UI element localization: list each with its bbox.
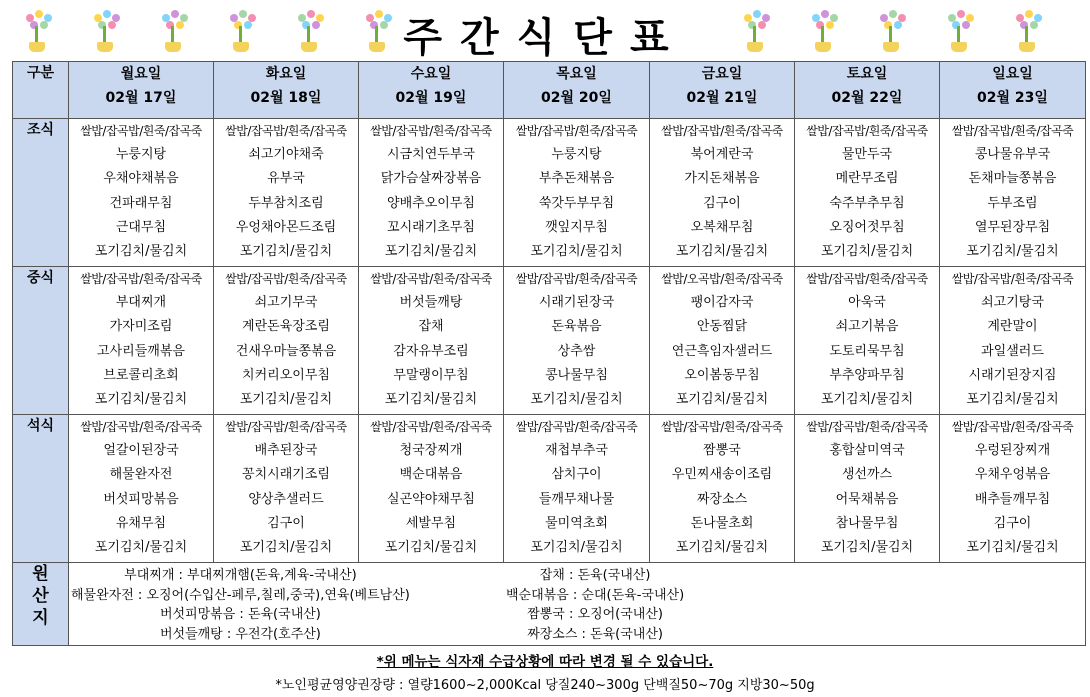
day-header [504, 62, 650, 119]
menu-item: 쌀밥/잡곡밥/흰죽/잡곡죽 [80, 124, 202, 138]
menu-item: 감자유부조림 [393, 343, 469, 359]
origin-left-list [71, 566, 410, 644]
menu-item: 아욱국 [848, 295, 886, 311]
menu-item: 북어계란국 [690, 147, 754, 163]
change-notice: *위 메뉴는 식자재 수급상황에 따라 변경 될 수 있습니다. [376, 654, 714, 670]
origin-entry: 잡채 : 돈육(국내산) [539, 568, 651, 583]
menu-item: 쌀밥/잡곡밥/흰죽/잡곡죽 [225, 124, 347, 138]
menu-item: 어묵채볶음 [835, 491, 899, 507]
menu-item: 김구이 [993, 515, 1032, 531]
menu-item: 포기김치/물김치 [94, 540, 188, 556]
day-header [650, 62, 795, 119]
meal-cell [650, 415, 795, 563]
menu-item: 재첩부추국 [545, 443, 608, 459]
menu-item: 부추양파무침 [829, 367, 905, 383]
menu-item: 김구이 [267, 515, 305, 531]
menu-item: 배추들깨무침 [974, 491, 1051, 507]
menu-item: 쌀밥/잡곡밥/흰죽/잡곡죽 [951, 124, 1074, 138]
menu-item: 홍합살미역국 [829, 443, 905, 459]
origin-right-list [506, 566, 684, 644]
menu-item: 쌀밥/잡곡밥/흰죽/잡곡죽 [370, 420, 492, 434]
menu-item: 양상추샐러드 [248, 491, 324, 507]
origin-entry: 해물완자전 : 오징어(수입산-페루,칠레,중국),연육(베트남산) [71, 587, 410, 603]
menu-item: 포기김치/물김치 [94, 392, 188, 408]
menu-item: 물만두국 [841, 147, 893, 163]
menu-item: 계란말이 [987, 319, 1038, 335]
menu-item: 쌀밥/잡곡밥/흰죽/잡곡죽 [515, 420, 638, 434]
menu-item: 포기김치/물김치 [384, 392, 478, 408]
menu-item: 두부조림 [987, 195, 1038, 211]
menu-item: 짬뽕국 [703, 443, 741, 459]
menu-item: 건파래무침 [109, 195, 173, 211]
menu-item: 참나물무침 [835, 515, 899, 531]
meal-cell [214, 415, 359, 563]
menu-item: 물미역초회 [545, 515, 608, 531]
label-header: 구분 [13, 62, 69, 119]
header-row [13, 62, 1086, 119]
menu-item: 해물완자전 [109, 467, 173, 483]
menu-item: 깻잎지무침 [545, 219, 608, 235]
menu-item: 포기김치/물김치 [239, 392, 333, 408]
menu-item: 닭가슴살짜장볶음 [380, 171, 482, 187]
menu-item: 고사리들깨볶음 [97, 343, 185, 359]
menu-item: 과일샐러드 [981, 343, 1044, 359]
flower-pot-icon [740, 8, 770, 54]
meal-cell [359, 119, 504, 267]
meal-row [13, 119, 1086, 267]
meal-cell [359, 415, 504, 563]
menu-item: 꼬시래기초무침 [387, 219, 475, 235]
day-header [69, 62, 214, 119]
menu-item: 삼치구이 [551, 467, 602, 483]
menu-item: 숙주부추무침 [829, 195, 905, 211]
origin-entry: 버섯피망볶음 : 돈육(국내산) [159, 607, 321, 622]
menu-item: 포기김치/물김치 [820, 392, 914, 408]
menu-item: 실곤약야채무침 [387, 491, 475, 507]
menu-item: 열무된장무침 [974, 219, 1051, 235]
nutrition-notice: *노인평균영양권장량 : 열량1600~2,000Kcal 당질240~300g 단백질50~70g 지방30~50g [275, 678, 815, 693]
menu-item: 청국장찌개 [399, 443, 463, 459]
menu-item: 유부국 [267, 171, 305, 187]
menu-item: 오복채무침 [690, 219, 754, 235]
menu-item: 시래기된장지짐 [968, 367, 1057, 383]
day-name: 수요일 [410, 66, 452, 82]
meal-cell [214, 119, 359, 267]
menu-item: 쌀밥/오곡밥/흰죽/잡곡죽 [661, 272, 783, 286]
menu-item: 팽이감자국 [690, 295, 754, 311]
menu-item: 쑥갓두부무침 [538, 195, 615, 211]
page-title: 주간식단표 [403, 15, 687, 61]
menu-item: 포기김치/물김치 [239, 540, 333, 556]
meal-cell [504, 415, 650, 563]
flower-pot-icon [226, 8, 256, 54]
day-date: 02월 21일 [686, 90, 758, 106]
origin-label-char: 산 [32, 586, 49, 606]
meal-cell [795, 415, 940, 563]
menu-item: 부대찌개 [115, 295, 167, 311]
menu-item: 메란무조림 [835, 171, 899, 187]
menu-item: 상추쌈 [557, 343, 596, 359]
day-date: 02월 17일 [105, 90, 177, 106]
menu-item: 백순대볶음 [399, 467, 463, 483]
day-date: 02월 22일 [831, 90, 903, 106]
menu-item: 우민찌새송이조림 [671, 467, 773, 483]
flower-pot-icon [1012, 8, 1042, 54]
meal-label: 석식 [13, 415, 69, 563]
menu-item: 연근흑임자샐러드 [671, 343, 773, 359]
menu-item: 누룽지탕 [551, 147, 602, 163]
day-header [359, 62, 504, 119]
day-date: 02월 19일 [395, 90, 467, 106]
flower-pot-icon [22, 8, 52, 54]
title-band [0, 0, 1090, 61]
menu-item: 포기김치/물김치 [530, 540, 623, 556]
day-name: 토요일 [846, 66, 888, 82]
menu-item: 부추돈채볶음 [538, 171, 615, 187]
menu-item: 쌀밥/잡곡밥/흰죽/잡곡죽 [951, 420, 1074, 434]
meal-row [13, 415, 1086, 563]
day-date: 02월 23일 [977, 90, 1048, 106]
menu-item: 우채야채볶음 [103, 171, 179, 187]
menu-item: 쌀밥/잡곡밥/흰죽/잡곡죽 [806, 124, 928, 138]
menu-item: 포기김치/물김치 [530, 244, 623, 260]
origin-entry: 부대찌개 : 부대찌개햄(돈육,계육-국내산) [124, 568, 357, 583]
flower-pot-icon [362, 8, 392, 54]
menu-item: 생선까스 [841, 467, 893, 483]
menu-item: 계란돈육장조림 [242, 319, 330, 335]
menu-item: 쌀밥/잡곡밥/흰죽/잡곡죽 [80, 420, 202, 434]
menu-item: 오징어젓무침 [829, 219, 905, 235]
menu-item: 포기김치/물김치 [675, 540, 769, 556]
meal-cell [504, 267, 650, 415]
menu-item: 쌀밥/잡곡밥/흰죽/잡곡죽 [370, 124, 492, 138]
meal-cell [504, 119, 650, 267]
origin-row [13, 563, 1086, 646]
meal-cell [940, 119, 1086, 267]
day-name: 일요일 [992, 66, 1033, 82]
menu-item: 얼갈이된장국 [103, 443, 179, 459]
day-name: 화요일 [265, 66, 307, 82]
menu-item: 우렁된장찌개 [974, 443, 1051, 459]
meal-cell [940, 415, 1086, 563]
menu-item: 쌀밥/잡곡밥/흰죽/잡곡죽 [225, 420, 347, 434]
menu-item: 안동찜닭 [696, 319, 748, 335]
flower-pot-icon [158, 8, 188, 54]
menu-item: 두부참치조림 [248, 195, 324, 211]
menu-item: 시래기된장국 [538, 295, 615, 311]
menu-item: 김구이 [703, 195, 741, 211]
menu-item: 누룽지탕 [115, 147, 167, 163]
menu-item: 쌀밥/잡곡밥/흰죽/잡곡죽 [225, 272, 347, 286]
menu-item: 포기김치/물김치 [966, 540, 1059, 556]
origin-entry: 버섯들깨탕 : 우전각(호주산) [159, 626, 321, 642]
day-name: 월요일 [120, 66, 162, 82]
day-date: 02월 20일 [541, 90, 612, 106]
menu-item: 포기김치/물김치 [530, 392, 623, 408]
menu-item: 도토리묵무침 [829, 343, 905, 359]
day-name: 목요일 [556, 66, 597, 82]
origin-label-char: 지 [32, 608, 49, 628]
menu-item: 쌀밥/잡곡밥/흰죽/잡곡죽 [370, 272, 492, 286]
meal-label: 중식 [13, 267, 69, 415]
menu-item: 버섯피망볶음 [103, 491, 179, 507]
menu-item: 쌀밥/잡곡밥/흰죽/잡곡죽 [806, 272, 928, 286]
menu-item: 꽁치시래기조림 [242, 467, 330, 483]
menu-item: 쌀밥/잡곡밥/흰죽/잡곡죽 [515, 124, 638, 138]
menu-item: 짜장소스 [696, 491, 748, 507]
menu-item: 유채무침 [115, 515, 167, 531]
menu-item: 돈육볶음 [551, 319, 602, 335]
menu-item: 콩나물유부국 [974, 147, 1051, 163]
meal-cell [359, 267, 504, 415]
meal-row [13, 267, 1086, 415]
meal-cell [940, 267, 1086, 415]
origin-info [69, 563, 1086, 646]
menu-item: 돈채마늘쫑볶음 [968, 171, 1057, 187]
menu-item: 포기김치/물김치 [675, 244, 769, 260]
origin-entry: 짜장소스 : 돈육(국내산) [527, 626, 663, 642]
menu-item: 쌀밥/잡곡밥/흰죽/잡곡죽 [661, 420, 783, 434]
meal-cell [650, 119, 795, 267]
flower-pot-icon [90, 8, 120, 54]
meal-cell [69, 119, 214, 267]
menu-item: 쇠고기야채죽 [248, 147, 324, 163]
day-header [795, 62, 940, 119]
menu-item: 가자미조림 [109, 319, 173, 335]
menu-item: 콩나물무침 [545, 367, 608, 383]
menu-item: 포기김치/물김치 [384, 540, 478, 556]
meal-cell [69, 267, 214, 415]
meal-cell [795, 267, 940, 415]
menu-item: 무말랭이무침 [393, 367, 469, 383]
menu-item: 근대무침 [115, 219, 167, 235]
menu-item: 돈나물초회 [690, 515, 754, 531]
day-date: 02월 18일 [250, 90, 322, 106]
day-header [940, 62, 1086, 119]
menu-item: 세발무침 [405, 515, 457, 531]
weekly-menu-table [12, 61, 1086, 646]
menu-item: 포기김치/물김치 [966, 392, 1059, 408]
origin-label [13, 563, 69, 646]
menu-item: 버섯들깨탕 [399, 295, 463, 311]
menu-item: 우채우엉볶음 [974, 467, 1051, 483]
day-header [214, 62, 359, 119]
menu-item: 쌀밥/잡곡밥/흰죽/잡곡죽 [806, 420, 928, 434]
menu-item: 포기김치/물김치 [820, 244, 914, 260]
menu-item: 포기김치/물김치 [820, 540, 914, 556]
menu-item: 양배추오이무침 [387, 195, 475, 211]
meal-label: 조식 [13, 119, 69, 267]
meal-cell [650, 267, 795, 415]
menu-item: 쇠고기무국 [254, 295, 318, 311]
origin-label-char: 원 [32, 564, 49, 584]
flower-pot-icon [294, 8, 324, 54]
menu-item: 들깨무채나물 [538, 491, 615, 507]
flower-pot-icon [944, 8, 974, 54]
menu-item: 쇠고기탕국 [981, 295, 1044, 311]
origin-entry: 백순대볶음 : 순대(돈육-국내산) [506, 587, 685, 603]
menu-item: 포기김치/물김치 [94, 244, 188, 260]
meal-cell [795, 119, 940, 267]
menu-item: 쌀밥/잡곡밥/흰죽/잡곡죽 [951, 272, 1074, 286]
menu-item: 쌀밥/잡곡밥/흰죽/잡곡죽 [80, 272, 202, 286]
menu-item: 시금치연두부국 [387, 147, 475, 163]
menu-item: 브로콜리초회 [103, 367, 179, 383]
menu-item: 건새우마늘쫑볶음 [235, 343, 337, 359]
menu-item: 오이봄동무침 [684, 367, 760, 383]
origin-entry: 짬뽕국 : 오징어(국내산) [527, 607, 663, 622]
menu-item: 포기김치/물김치 [966, 244, 1059, 260]
menu-item: 배추된장국 [254, 443, 318, 459]
flower-pot-icon [876, 8, 906, 54]
flower-pot-icon [808, 8, 838, 54]
menu-item: 우엉채아몬드조림 [235, 219, 337, 235]
day-name: 금요일 [701, 66, 743, 82]
menu-item: 쌀밥/잡곡밥/흰죽/잡곡죽 [661, 124, 783, 138]
menu-item: 포기김치/물김치 [675, 392, 769, 408]
menu-item: 쇠고기볶음 [835, 319, 899, 335]
menu-item: 포기김치/물김치 [239, 244, 333, 260]
menu-item: 포기김치/물김치 [384, 244, 478, 260]
menu-item: 쌀밥/잡곡밥/흰죽/잡곡죽 [515, 272, 638, 286]
meal-cell [214, 267, 359, 415]
menu-item: 치커리오이무침 [242, 367, 330, 383]
menu-item: 잡채 [418, 319, 444, 335]
menu-item: 가지돈채볶음 [684, 171, 760, 187]
meal-cell [69, 415, 214, 563]
